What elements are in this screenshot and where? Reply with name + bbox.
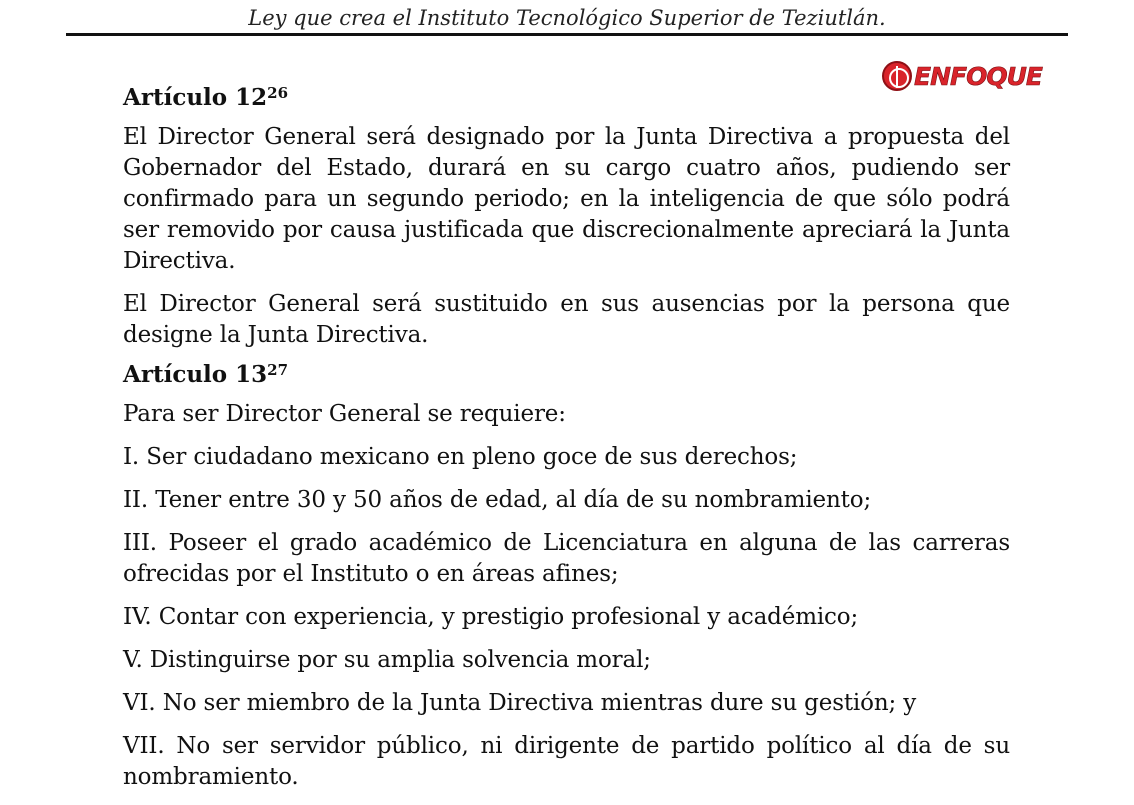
document-body xyxy=(123,84,1010,805)
footnote-ref-26[interactable]: 26 xyxy=(267,84,289,102)
requirement-item-2: II. Tener entre 30 y 50 años de edad, al día de su nombramiento; xyxy=(123,487,872,513)
article-13-intro: Para ser Director General se requiere: xyxy=(123,401,566,427)
article-13-title: Artículo 13 xyxy=(123,361,268,388)
requirement-item-4: IV. Contar con experiencia, y prestigio profesional y académico; xyxy=(123,604,859,630)
running-header: Ley que crea el Instituto Tecnológico Superior de Teziutlán. xyxy=(248,6,886,30)
requirement-item-7: VII. No ser servidor público, ni dirigente de partido político al día de su nombramiento. xyxy=(123,733,1010,790)
header-rule xyxy=(66,33,1068,36)
requirement-item-1: I. Ser ciudadano mexicano en pleno goce de sus derechos; xyxy=(123,444,798,470)
logo-text: ENFOQUE xyxy=(914,61,1042,91)
requirement-item-3: III. Poseer el grado académico de Licenciatura en alguna de las carreras ofrecidas por el Instituto o en áreas afines; xyxy=(123,530,1010,587)
article-13-heading xyxy=(123,361,1010,389)
footnote-ref-27[interactable]: 27 xyxy=(267,361,289,379)
article-12-paragraph-1: El Director General será designado por la Junta Directiva a propuesta del Gobernador del Estado, durará en su cargo cuatro años, pudiendo ser confirmado para un segundo periodo; en la inteligencia de que sólo podrá ser removido por causa justificada que discrecionalmente apreciará la Junta Directiva. xyxy=(123,124,1010,274)
article-12-heading xyxy=(123,84,1010,112)
requirement-item-6: VI. No ser miembro de la Junta Directiva mientras dure su gestión; y xyxy=(123,690,917,716)
article-12-title: Artículo 12 xyxy=(123,84,268,111)
requirement-item-5: V. Distinguirse por su amplia solvencia moral; xyxy=(123,647,651,673)
article-12-paragraph-2: El Director General será sustituido en sus ausencias por la persona que designe la Junta Directiva. xyxy=(123,291,1010,348)
